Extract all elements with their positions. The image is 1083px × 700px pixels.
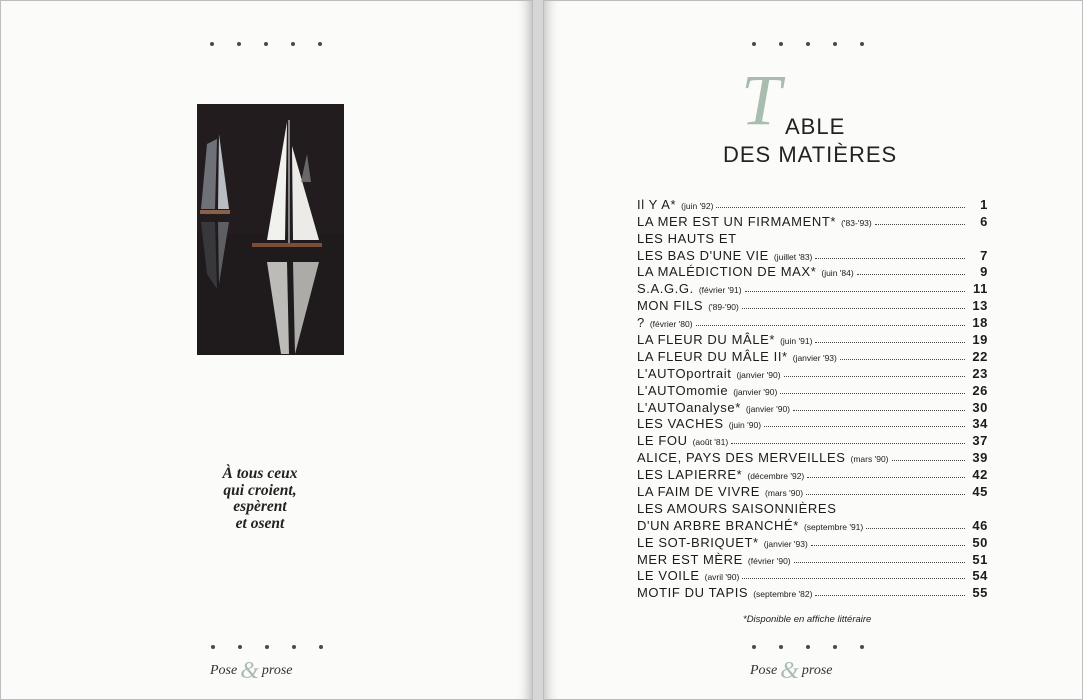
toc-entry-title: LA FLEUR DU MÂLE II* [637,348,788,364]
bottom-dots-right [752,645,864,649]
toc-entry-page: 54 [972,568,988,584]
right-page [543,0,1083,700]
toc-entry-date: ('83-'93) [841,217,872,228]
toc-entry-title: ALICE, PAYS DES MERVEILLES [637,450,846,466]
toc-entry-title: LE VOILE [637,568,700,584]
toc-entry-page: 37 [972,433,988,449]
toc-entry-title: MOTIF DU TAPIS [637,585,749,601]
toc-entry [637,212,988,229]
publisher-footer-left [210,654,293,684]
dedication [190,466,330,532]
toc-entry-date: (février '90) [747,555,791,566]
toc-entry [637,347,988,364]
dot-leader [875,224,965,225]
toc-entry [637,246,988,263]
toc-entry-date: (septembre '91) [803,521,864,532]
toc-entry-page: 45 [972,484,988,500]
publisher-footer-right [750,654,833,684]
toc-entry-title: LE FOU [637,433,688,449]
dot-leader [840,359,965,360]
dot-leader [806,494,965,495]
left-page [0,0,533,700]
toc-entry-page: 13 [972,298,988,314]
dot-leader [696,325,965,326]
ampersand-ornament: & [240,658,259,684]
toc-entry [637,550,988,567]
dot-leader [815,595,965,596]
sailboat-illustration [197,104,344,355]
toc-entry-date: (juin '84) [821,268,854,279]
toc-entry-date: (juin '90) [728,420,762,431]
dot-leader [857,274,965,275]
dot-leader [794,562,965,563]
toc-entry-title: LES VACHES [637,416,724,432]
toc-entry [637,482,988,499]
toc-entry-title: L'AUTOportrait [637,365,732,381]
toc-entry-page: 34 [972,416,988,432]
toc-entry-date: (décembre '92) [747,471,805,482]
toc-entry-date: (septembre '82) [753,589,813,600]
dot-leader [815,342,965,343]
toc-entry-title: MON FILS [637,298,704,314]
toc-entry-date: (janvier '90) [745,403,790,414]
toc-entry-page: 46 [972,517,988,533]
toc-entry [637,279,988,296]
dot-leader [742,308,965,309]
toc-entry-title: LES BAS D'UNE VIE [637,247,769,263]
toc-entry-page: 18 [972,315,988,331]
dot-leader [742,578,965,579]
footnote: *Disponible en affiche littéraire [743,614,872,625]
toc-entry-title: LA MER EST UN FIRMAMENT* [637,213,837,229]
toc-entry-title: LES AMOURS SAISONNIÈRES [637,500,837,516]
page-title [723,60,923,170]
toc-entry-date: (janvier '90) [736,369,781,380]
ampersand-ornament: & [780,658,799,684]
footer-word: prose [261,663,293,678]
title-line1: ABLE [785,114,846,139]
toc-entry [637,381,988,398]
toc-entry-title: Il Y A* [637,196,677,212]
toc-entry-title: D'UN ARBRE BRANCHÉ* [637,517,799,533]
toc-entry-date: (janvier '90) [733,386,778,397]
dot-leader [745,291,965,292]
sailboat-photo [197,104,344,355]
footer-word: Pose [750,663,778,678]
toc-entry [637,330,988,347]
toc-entry-page: 23 [972,365,988,381]
toc-entry-title: LA FLEUR DU MÂLE* [637,332,776,348]
toc-entry-date: ('89-'90) [708,302,739,313]
toc-entry-page: 19 [972,332,988,348]
toc-entry-page: 26 [972,382,988,398]
dedication-line: À tous ceux [222,465,298,482]
top-dots-right [752,42,864,46]
table-of-contents [637,195,988,600]
toc-entry-page: 50 [972,534,988,550]
toc-entry-date: (février '91) [698,285,742,296]
toc-entry [637,583,988,600]
toc-entry-date: (juin '92) [681,200,714,211]
top-dots-left [210,42,322,46]
toc-entry-page: 42 [972,467,988,483]
toc-entry-title: L'AUTOanalyse* [637,399,741,415]
toc-entry-page: 1 [980,196,988,212]
toc-entry [637,229,988,246]
footer-word: prose [801,663,833,678]
toc-entry [637,431,988,448]
toc-entry-page: 11 [973,281,988,297]
toc-entry-page: 39 [972,450,988,466]
toc-entry [637,296,988,313]
toc-entry-page: 55 [972,585,988,601]
toc-entry-title: MER EST MÈRE [637,551,743,567]
dot-leader [811,545,965,546]
dot-leader [716,207,965,208]
dot-leader [866,528,965,529]
dot-leader [807,477,965,478]
dot-leader [780,393,965,394]
toc-entry-date: (mars '90) [765,488,804,499]
toc-entry-title: ? [637,315,645,331]
toc-entry-date: (janvier '93) [763,538,808,549]
toc-entry [637,263,988,280]
dot-leader [784,376,965,377]
toc-entry-page: 22 [972,348,988,364]
toc-entry [637,499,988,516]
toc-entry [637,516,988,533]
toc-entry [637,313,988,330]
toc-entry-title: LES LAPIERRE* [637,467,743,483]
toc-entry [637,195,988,212]
toc-entry-title: LE SOT-BRIQUET* [637,534,759,550]
toc-entry [637,465,988,482]
toc-entry-title: LES HAUTS ET [637,230,737,246]
toc-entry-date: (mars '90) [850,454,889,465]
toc-entry-date: (août '81) [692,437,729,448]
toc-entry [637,415,988,432]
toc-entry-title: LA MALÉDICTION DE MAX* [637,264,817,280]
toc-entry-title: LA FAIM DE VIVRE [637,484,761,500]
dot-leader [793,410,965,411]
toc-entry-page: 6 [980,213,988,229]
dot-leader [731,443,965,444]
toc-entry-page: 7 [980,247,988,263]
toc-entry-title: S.A.G.G. [637,281,694,297]
toc-entry [637,567,988,584]
toc-entry-date: (janvier '93) [792,352,837,363]
dot-leader [892,460,965,461]
toc-entry-page: 30 [972,399,988,415]
title-line2: DES MATIÈRES [723,142,898,167]
dot-leader [764,426,965,427]
dot-leader [815,258,965,259]
toc-entry-date: (juillet '83) [773,251,813,262]
bottom-dots-left [211,645,323,649]
toc-entry-date: (juin '91) [780,336,813,347]
title-initial: T [741,60,782,140]
toc-entry [637,364,988,381]
footer-word: Pose [210,663,238,678]
toc-entry [637,448,988,465]
dedication-line: et osent [235,514,285,532]
toc-entry-date: (avril '90) [704,572,740,583]
toc-entry [637,398,988,415]
dedication-line: qui croient, [223,481,297,499]
dedication-line: espèrent [233,498,287,515]
toc-entry-page: 51 [972,551,988,567]
toc-entry-page: 9 [980,264,988,280]
toc-entry-title: L'AUTOmomie [637,382,729,398]
toc-entry [637,533,988,550]
toc-entry-date: (février '80) [649,319,693,330]
